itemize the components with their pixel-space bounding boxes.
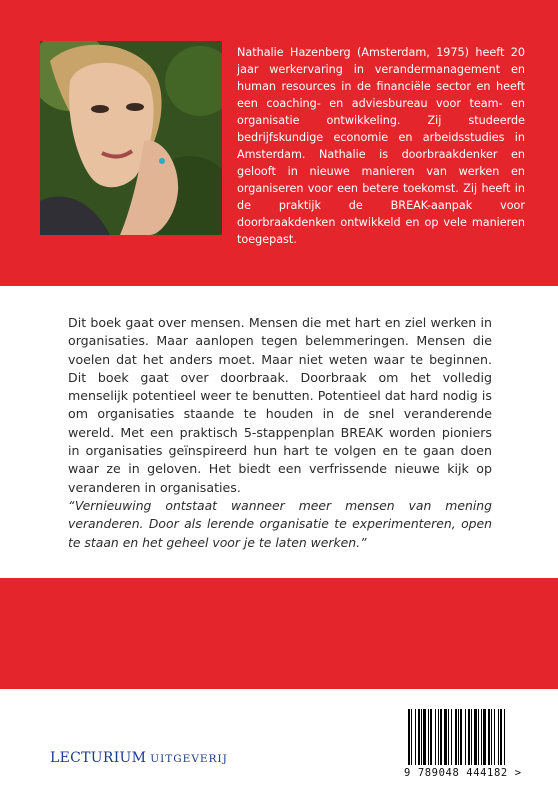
book-quote: “Vernieuwing ontstaat wanneer meer mensen van mening veranderen. Door als lerende organisatie te experimenteren, open te staan en het geheel voor je te laten werken.” <box>68 498 492 550</box>
publisher-suffix: UITGEVERIJ <box>150 753 228 765</box>
publisher-name: LECTURIUM <box>50 750 147 766</box>
barcode-bars <box>404 707 546 767</box>
isbn-number: 9 789048 444182 > <box>404 767 522 779</box>
bottom-red-band <box>0 578 558 689</box>
book-description: Dit boek gaat over mensen. Mensen die met hart en ziel werken in organisaties. Maar aanlopen tegen belemmeringen. Mensen die voelen dat het anders moet. Maar niet weten waar te beginnen. Dit boek gaat over doorbraak. Doorbraak om het volledig menselijk potentieel weer te benutten. Potentieel dat hard nodig is om organisaties staande te houden in de snel veranderende wereld. Met een praktisch 5-stappenplan BREAK worden pioniers in organisaties geïnspireerd hun hart te volgen en te gaan doen waar ze in geloven. Het biedt een verfrissende nieuwe kijk op veranderen in organisaties. <box>68 315 492 495</box>
publisher-logo <box>50 747 228 766</box>
author-bio: Nathalie Hazenberg (Amsterdam, 1975) heeft 20 jaar werkervaring in verandermanagement en human resources in de financiële sector en heeft een coaching- en adviesbureau voor team- en organisatie ontwikkeling. Zij studeerde bedrijfskundige economie en arbeidsstudies in Amsterdam. Nathalie is doorbraakdenker en gelooft in nieuwe manieren van werken en organiseren voor een betere toekomst. Zij heeft in de praktijk de BREAK-aanpak voor doorbraakdenken ontwikkeld en op vele manieren toegepast. <box>237 46 525 246</box>
author-photo <box>40 41 222 235</box>
author-portrait-image <box>40 41 222 235</box>
